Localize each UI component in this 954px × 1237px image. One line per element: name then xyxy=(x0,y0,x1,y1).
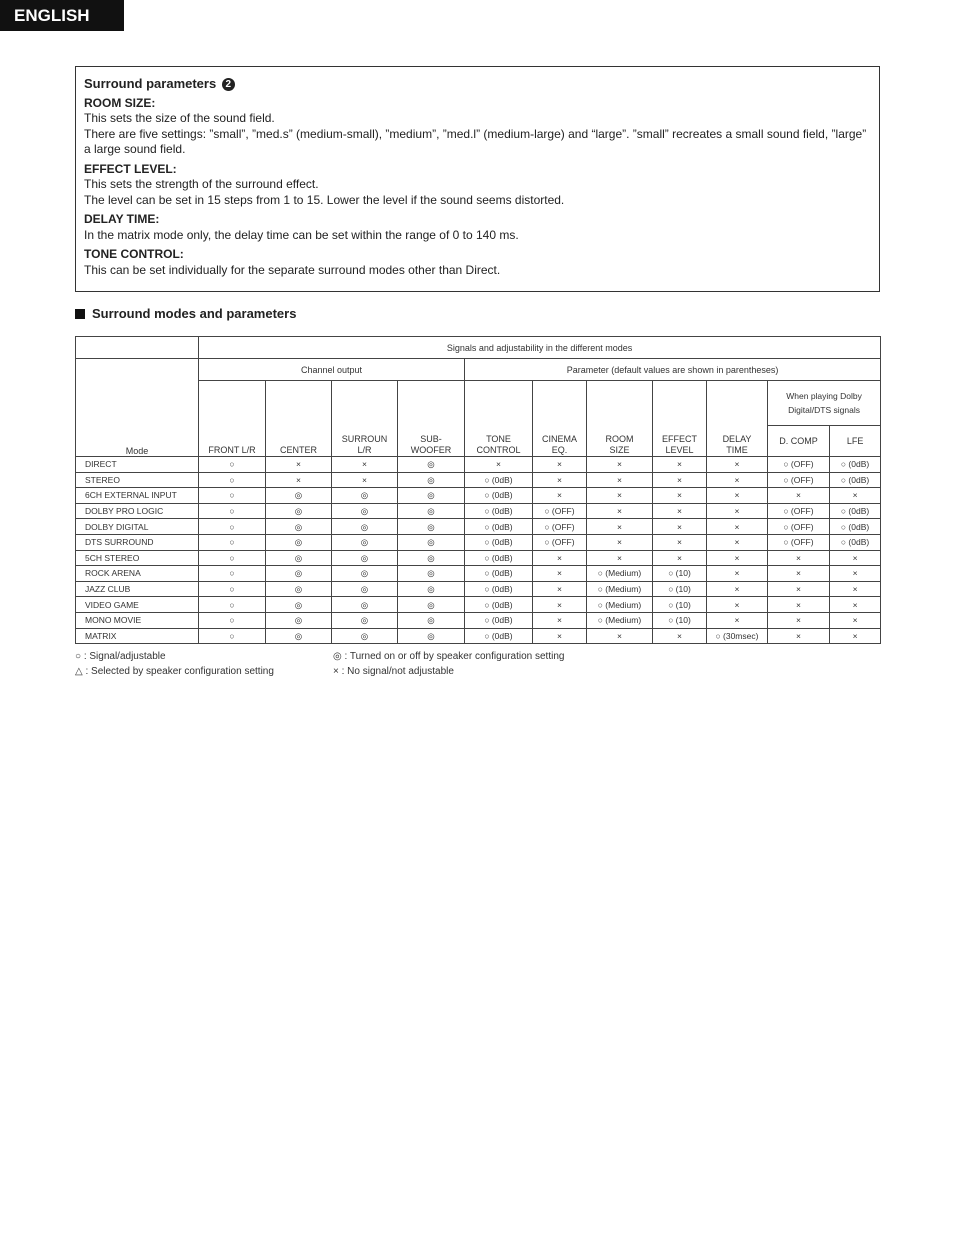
table-cell: × xyxy=(707,503,768,519)
col-effect-level-text: EFFECT LEVEL xyxy=(662,434,697,455)
table-cell: × xyxy=(830,597,881,613)
table-cell: ○ (0dB) xyxy=(830,503,881,519)
table-cell: × xyxy=(830,550,881,566)
mode-name-cell: DOLBY DIGITAL xyxy=(76,519,199,535)
table-cell: × xyxy=(332,457,398,473)
table-cell: ○ (0dB) xyxy=(465,628,533,644)
table-cell: ○ (0dB) xyxy=(830,534,881,550)
effect-level-desc-2: The level can be set in 15 steps from 1 to 15. Lower the level if the sound seems distorted. xyxy=(84,192,565,207)
col-cinema-eq-text: CINEMA EQ. xyxy=(541,434,577,455)
surround-parameters-box xyxy=(75,66,880,292)
col-front-lr: FRONT L/R xyxy=(199,381,266,457)
table-cell: ○ (OFF) xyxy=(768,534,830,550)
modes-section-heading xyxy=(75,306,296,321)
table-cell: ○ (0dB) xyxy=(830,472,881,488)
table-cell: ○ (10) xyxy=(653,597,707,613)
table-cell: ◎ xyxy=(398,488,465,504)
table-cell: ○ xyxy=(199,628,266,644)
number-badge-icon: 2 xyxy=(222,78,235,91)
mode-header: Mode xyxy=(76,359,199,457)
table-cell: ○ xyxy=(199,472,266,488)
table-cell: × xyxy=(768,566,830,582)
table-row xyxy=(76,488,881,504)
delay-time-term: DELAY TIME: xyxy=(84,212,160,226)
col-lfe: LFE xyxy=(830,426,881,457)
mode-name-cell: DOLBY PRO LOGIC xyxy=(76,503,199,519)
table-row xyxy=(76,534,881,550)
mode-name-cell: 6CH EXTERNAL INPUT xyxy=(76,488,199,504)
table-cell: ○ (OFF) xyxy=(768,503,830,519)
mode-name-cell: STEREO xyxy=(76,472,199,488)
modes-section-heading-text: Surround modes and parameters xyxy=(92,306,297,321)
table-cell: ○ xyxy=(199,503,266,519)
legend-turned-on-off: ◎ : Turned on or off by speaker configuration setting xyxy=(333,651,565,662)
table-cell: × xyxy=(768,612,830,628)
table-cell: ○ (OFF) xyxy=(768,472,830,488)
table-cell: ○ (30msec) xyxy=(707,628,768,644)
table-cell: ○ (0dB) xyxy=(465,581,533,597)
surround-parameters-title xyxy=(84,76,871,92)
table-cell: ○ xyxy=(199,597,266,613)
table-cell: × xyxy=(587,628,653,644)
mode-name-cell: DTS SURROUND xyxy=(76,534,199,550)
room-size-desc-2: There are five settings: ”small”, ”med.s” (medium-small), ”medium”, ”med.l” (medium-large) and “large”. ”small” recreates a small sound field, ”large” a large sound field. xyxy=(84,126,867,156)
table-cell: ◎ xyxy=(332,566,398,582)
table-cell: × xyxy=(768,488,830,504)
table-cell: ◎ xyxy=(332,612,398,628)
mode-name-cell: ROCK ARENA xyxy=(76,566,199,582)
table-cell: ◎ xyxy=(332,519,398,535)
table-cell: × xyxy=(533,628,587,644)
table-cell: ○ (0dB) xyxy=(465,550,533,566)
table-cell: × xyxy=(830,612,881,628)
table-cell: × xyxy=(707,581,768,597)
table-cell: × xyxy=(533,566,587,582)
table-cell: ○ (OFF) xyxy=(768,519,830,535)
table-cell: ◎ xyxy=(332,597,398,613)
mode-name-cell: MATRIX xyxy=(76,628,199,644)
legend-no-signal: × : No signal/not adjustable xyxy=(333,666,454,677)
col-surround-lr xyxy=(332,381,398,457)
table-cell: ◎ xyxy=(266,597,332,613)
mode-name-cell: DIRECT xyxy=(76,457,199,473)
table-cell: ○ xyxy=(199,534,266,550)
table-row xyxy=(76,566,881,582)
square-bullet-icon xyxy=(75,309,85,319)
table-cell: × xyxy=(587,457,653,473)
table-cell: × xyxy=(653,519,707,535)
table-cell: ◎ xyxy=(266,612,332,628)
table-cell: ○ (OFF) xyxy=(533,519,587,535)
table-cell: × xyxy=(587,503,653,519)
table-cell: ◎ xyxy=(266,550,332,566)
table-cell: ○ (Medium) xyxy=(587,566,653,582)
col-subwoofer xyxy=(398,381,465,457)
table-cell: ◎ xyxy=(398,534,465,550)
table-cell: × xyxy=(653,503,707,519)
table-cell: × xyxy=(653,457,707,473)
table-cell: ◎ xyxy=(266,581,332,597)
col-effect-level xyxy=(653,381,707,457)
table-cell: × xyxy=(653,472,707,488)
table-cell: × xyxy=(533,457,587,473)
table-cell: ○ (0dB) xyxy=(465,488,533,504)
table-cell: × xyxy=(653,488,707,504)
col-room-size xyxy=(587,381,653,457)
table-cell: ○ (Medium) xyxy=(587,612,653,628)
table-cell: × xyxy=(587,472,653,488)
table-row xyxy=(76,503,881,519)
table-cell: ◎ xyxy=(398,566,465,582)
mode-name-cell: MONO MOVIE xyxy=(76,612,199,628)
table-cell: × xyxy=(768,581,830,597)
table-corner-cell xyxy=(76,337,199,359)
table-cell: ○ (0dB) xyxy=(465,612,533,628)
table-cell: × xyxy=(266,457,332,473)
surround-parameters-title-text: Surround parameters xyxy=(84,76,217,91)
table-cell: ○ (0dB) xyxy=(465,566,533,582)
table-cell: ◎ xyxy=(266,534,332,550)
table-cell: × xyxy=(707,534,768,550)
delay-time-desc: In the matrix mode only, the delay time can be set within the range of 0 to 140 ms. xyxy=(84,227,519,242)
table-cell: × xyxy=(587,519,653,535)
table-cell: ○ (Medium) xyxy=(587,581,653,597)
table-cell: ○ (0dB) xyxy=(830,457,881,473)
table-cell: × xyxy=(587,488,653,504)
table-cell: × xyxy=(533,472,587,488)
table-cell: ◎ xyxy=(398,503,465,519)
col-cinema-eq xyxy=(533,381,587,457)
table-cell: ○ (0dB) xyxy=(830,519,881,535)
col-delay-time-text: DELAY TIME xyxy=(722,434,752,455)
table-cell: ○ (OFF) xyxy=(768,457,830,473)
dolby-dts-header-text: When playing Dolby Digital/DTS signals xyxy=(786,391,862,415)
col-d-comp: D. COMP xyxy=(768,426,830,457)
table-row xyxy=(76,612,881,628)
table-cell: × xyxy=(830,581,881,597)
table-cell: ○ xyxy=(199,612,266,628)
table-cell: × xyxy=(653,628,707,644)
table-cell: × xyxy=(533,581,587,597)
table-cell: ○ xyxy=(199,457,266,473)
table-cell: ◎ xyxy=(332,534,398,550)
table-cell: × xyxy=(707,472,768,488)
mode-rows xyxy=(76,457,881,644)
table-cell: ◎ xyxy=(398,628,465,644)
table-cell: ○ xyxy=(199,581,266,597)
parameter-header: Parameter (default values are shown in parentheses) xyxy=(465,359,881,381)
dolby-dts-header xyxy=(768,381,881,426)
surround-modes-table xyxy=(75,336,881,644)
table-cell: ◎ xyxy=(398,550,465,566)
table-cell: × xyxy=(707,597,768,613)
table-cell: × xyxy=(653,534,707,550)
col-room-size-text: ROOM SIZE xyxy=(605,434,634,455)
channel-output-header: Channel output xyxy=(199,359,465,381)
table-cell: × xyxy=(768,628,830,644)
mode-name-cell: JAZZ CLUB xyxy=(76,581,199,597)
table-cell: ○ (0dB) xyxy=(465,503,533,519)
table-row xyxy=(76,597,881,613)
table-cell: ○ xyxy=(199,519,266,535)
table-cell: ◎ xyxy=(398,612,465,628)
table-cell: ◎ xyxy=(332,581,398,597)
table-cell: ○ (10) xyxy=(653,566,707,582)
mode-name-cell: VIDEO GAME xyxy=(76,597,199,613)
col-tone-control-text: TONE CONTROL xyxy=(476,434,521,455)
table-cell: × xyxy=(465,457,533,473)
table-row xyxy=(76,472,881,488)
table-cell: × xyxy=(830,488,881,504)
tone-control-term: TONE CONTROL: xyxy=(84,247,184,261)
table-cell: × xyxy=(830,566,881,582)
table-cell: × xyxy=(533,597,587,613)
table-cell: ○ (OFF) xyxy=(533,534,587,550)
room-size-desc-1: This sets the size of the sound field. xyxy=(84,111,275,125)
col-subwoofer-text: SUB-WOOFER xyxy=(410,434,452,455)
table-cell: × xyxy=(266,472,332,488)
table-cell: × xyxy=(768,550,830,566)
effect-level-term: EFFECT LEVEL: xyxy=(84,161,177,176)
table-cell: ◎ xyxy=(332,503,398,519)
table-row xyxy=(76,581,881,597)
table-cell: × xyxy=(707,550,768,566)
table-cell: × xyxy=(332,472,398,488)
table-cell: ◎ xyxy=(266,566,332,582)
table-cell: ◎ xyxy=(398,472,465,488)
table-cell: × xyxy=(707,488,768,504)
effect-level-desc-1: This sets the strength of the surround effect. xyxy=(84,177,319,191)
table-cell: × xyxy=(653,550,707,566)
table-cell: × xyxy=(707,566,768,582)
table-cell: ○ (Medium) xyxy=(587,597,653,613)
table-cell: ◎ xyxy=(398,581,465,597)
table-cell: ○ (0dB) xyxy=(465,519,533,535)
col-delay-time xyxy=(707,381,768,457)
language-tab: ENGLISH xyxy=(0,0,124,31)
table-cell: × xyxy=(533,488,587,504)
legend-selected-by-speaker: △ : Selected by speaker configuration setting xyxy=(75,666,274,677)
table-cell: × xyxy=(587,534,653,550)
table-cell: × xyxy=(768,597,830,613)
table-cell: × xyxy=(707,519,768,535)
col-surround-lr-text: SURROUN L/R xyxy=(341,434,388,455)
table-cell: ◎ xyxy=(332,488,398,504)
group-header: Signals and adjustability in the different modes xyxy=(199,337,881,359)
table-cell: ○ xyxy=(199,488,266,504)
table-cell: × xyxy=(533,550,587,566)
table-cell: ○ (10) xyxy=(653,612,707,628)
table-cell: ○ (0dB) xyxy=(465,534,533,550)
room-size-term: ROOM SIZE: xyxy=(84,95,156,110)
legend-signal-adjustable: ○ : Signal/adjustable xyxy=(75,651,166,662)
table-cell: ○ xyxy=(199,550,266,566)
table-row xyxy=(76,550,881,566)
table-cell: × xyxy=(587,550,653,566)
table-cell: × xyxy=(830,628,881,644)
table-cell: ◎ xyxy=(332,550,398,566)
table-cell: ◎ xyxy=(266,628,332,644)
table-cell: ○ xyxy=(199,566,266,582)
table-cell: × xyxy=(707,457,768,473)
table-cell: ◎ xyxy=(266,519,332,535)
table-row xyxy=(76,519,881,535)
col-tone-control xyxy=(465,381,533,457)
table-row xyxy=(76,628,881,644)
table-cell: ◎ xyxy=(266,488,332,504)
table-cell: × xyxy=(533,612,587,628)
tone-control-desc: This can be set individually for the separate surround modes other than Direct. xyxy=(84,262,501,277)
table-cell: ○ (10) xyxy=(653,581,707,597)
table-cell: ○ (0dB) xyxy=(465,597,533,613)
col-center: CENTER xyxy=(266,381,332,457)
table-cell: ○ (OFF) xyxy=(533,503,587,519)
table-cell: × xyxy=(707,612,768,628)
table-cell: ◎ xyxy=(266,503,332,519)
table-cell: ○ (0dB) xyxy=(465,472,533,488)
table-cell: ◎ xyxy=(398,597,465,613)
table-row xyxy=(76,457,881,473)
table-cell: ◎ xyxy=(398,519,465,535)
table-cell: ◎ xyxy=(398,457,465,473)
table-cell: ◎ xyxy=(332,628,398,644)
mode-name-cell: 5CH STEREO xyxy=(76,550,199,566)
